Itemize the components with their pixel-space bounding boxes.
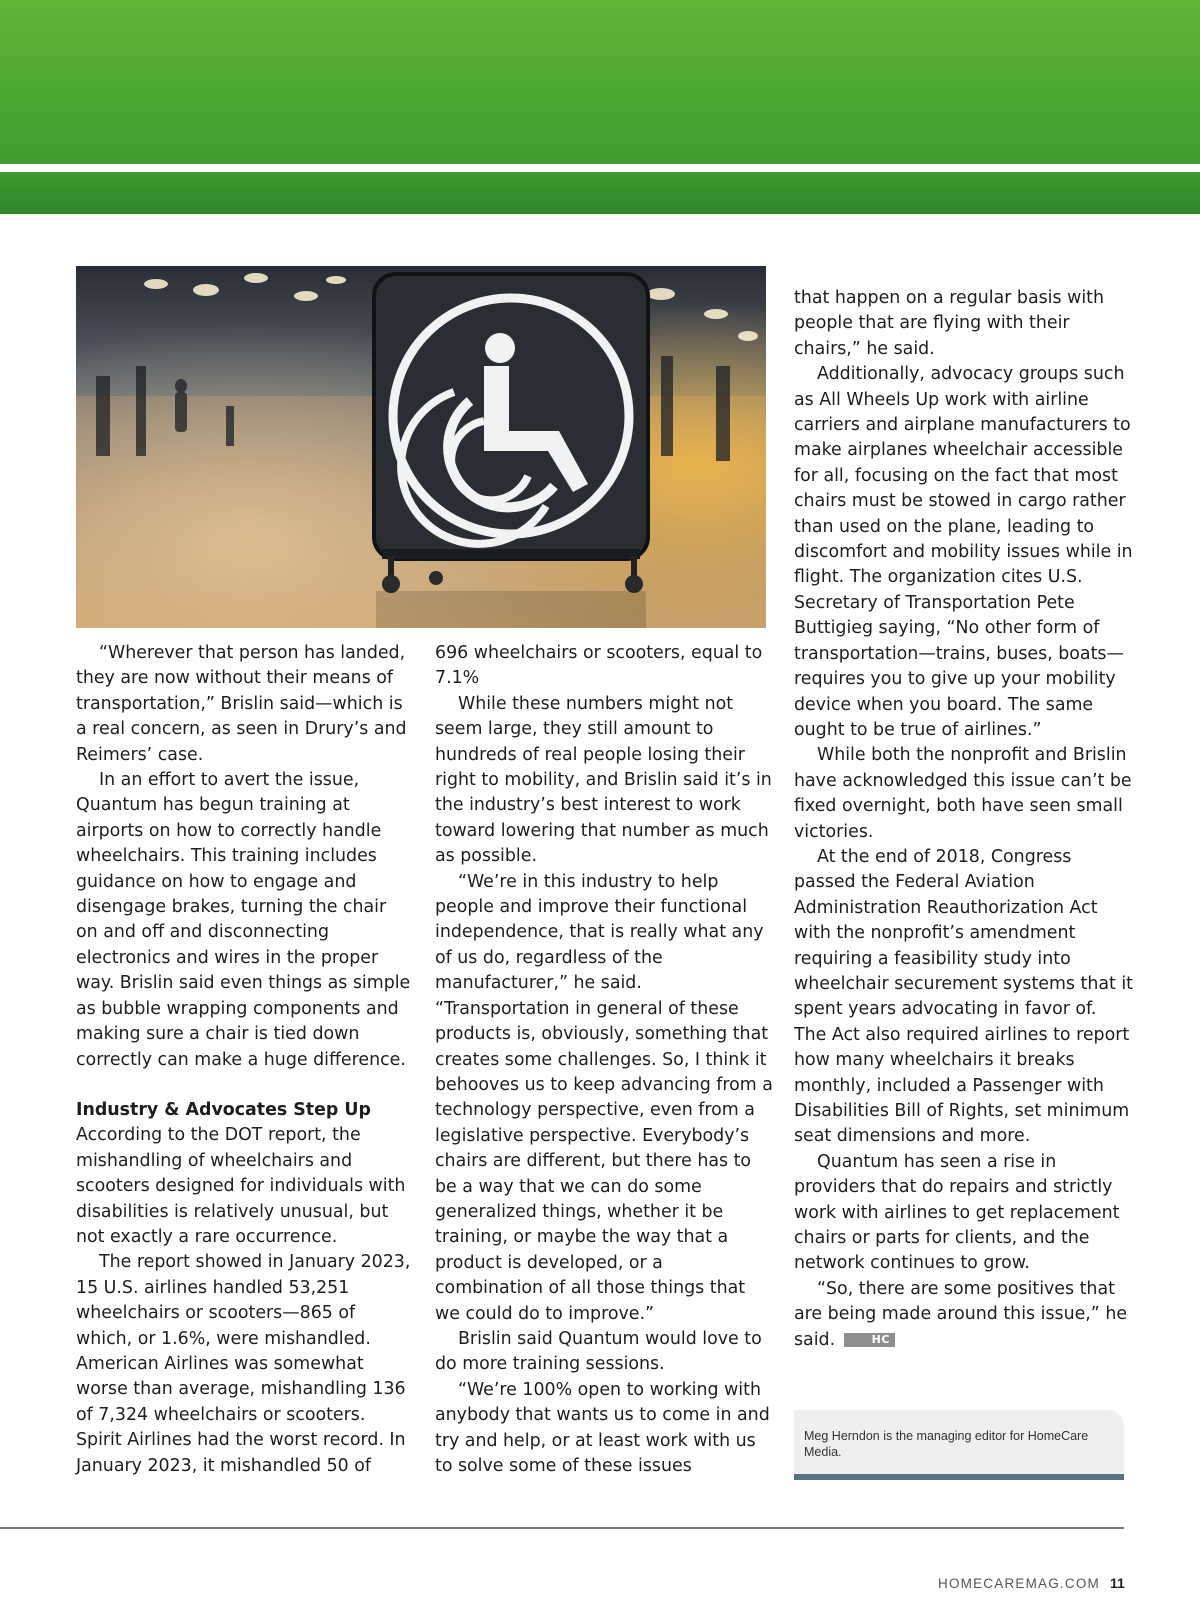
paragraph-text: “So, there are some positives that are being made around this issue,” he said. bbox=[794, 1278, 1128, 1350]
page-number: 11 bbox=[1110, 1575, 1125, 1591]
paragraph: While both the nonprofit and Brislin have acknowledged this issue can’t be fixed overnight, both have seen small victories. bbox=[794, 745, 1132, 842]
paragraph: 696 wheelchairs or scooters, equal to 7.1% bbox=[435, 643, 763, 689]
footer-divider bbox=[0, 1527, 1124, 1529]
footer-site-url: HOMECAREMAG.COM bbox=[938, 1576, 1101, 1591]
article-column-2 bbox=[435, 641, 775, 1479]
paragraph: While these numbers might not seem large, they still amount to hundreds of real people losing their right to mobility, and Brislin said it’s in the industry’s best interest to work toward lowering that number as much as possible. bbox=[435, 693, 772, 867]
paragraph: Additionally, advocacy groups such as All Wheels Up work with airline carriers and airplane manufacturers to make airplanes wheelchair accessible for all, focusing on the fact that most chairs must be stowed in cargo rather than used on the plane, leading to discomfort and mobility issues while in flight. The organization cites U.S. Secretary of Transportation Pete Buttigieg saying, “No other form of transportation—trains, buses, boats—requires you to give up your mobility device when you board. The same ought to be true of airlines.” bbox=[794, 364, 1133, 740]
header-green-lower-band bbox=[0, 172, 1200, 214]
paragraph: The report showed in January 2023, 15 U.S. airlines handled 53,251 wheelchairs or scooters—865 of which, or 1.6%, were mishandled. American Airlines was somewhat worse than average, mishandling 136 of 7,324 wheelchairs or scooters. Spirit Airlines had the worst record. In January 2023, it mishandled 50 of bbox=[76, 1252, 411, 1476]
paragraph: In an effort to avert the issue, Quantum has begun training at airports on how to correctly handle wheelchairs. This training includes guidance on how to engage and disengage brakes, turning the chair on and off and disconnecting electronics and wires in the proper way. Brislin said even things as simple as bubble wrapping components and making sure a chair is tied down correctly can make a huge difference. bbox=[76, 770, 411, 1070]
section-subheading: Industry & Advocates Step Up bbox=[76, 1099, 371, 1120]
author-bio-box: Meg Herndon is the managing editor for HomeCare Media. bbox=[794, 1410, 1124, 1480]
article-column-1 bbox=[76, 641, 412, 1479]
article-photo bbox=[76, 266, 766, 628]
article-column-3 bbox=[794, 286, 1134, 1353]
paragraph: “We’re 100% open to working with anybody that wants us to come in and try and help, or at least work with us to solve some of these issues bbox=[435, 1379, 770, 1476]
paragraph: At the end of 2018, Congress passed the Federal Aviation Administration Reauthorization Act with the nonprofit’s amendment requiring a feasibility study into wheelchair securement systems that it spent years advocating in favor of. The Act also required airlines to report how many wheelchairs it breaks monthly, included a Passenger with Disabilities Bill of Rights, set minimum seat dimensions and more. bbox=[794, 846, 1133, 1147]
paragraph-last bbox=[794, 1277, 1134, 1353]
paragraph: According to the DOT report, the mishandling of wheelchairs and scooters designed for individuals with disabilities is relatively unusual, but not exactly a rare occurrence. bbox=[76, 1125, 406, 1247]
paragraph: “Wherever that person has landed, they are now without their means of transportation,” Brislin said—which is a real concern, as seen in Drury’s and Reimers’ case. bbox=[76, 643, 407, 765]
paragraph: Brislin said Quantum would love to do more training sessions. bbox=[435, 1328, 762, 1375]
paragraph: “We’re in this industry to help people and improve their functional independence, that is really what any of us do, regardless of the manufacturer,” he said. “Transportation in general of these products is, obviously, something that creates some challenges. So, I think it behooves us to keep advancing from a technology perspective, even from a legislative perspective. Everybody’s chairs are different, but there has to be a way that we can do some generalized things, whether it be training, or maybe the way that a product is developed, or a combination of all those things that we could do to improve.” bbox=[435, 871, 773, 1324]
header-green-band bbox=[0, 0, 1200, 164]
wheelchair-accessibility-sign-icon bbox=[76, 266, 766, 628]
header-white-stripe bbox=[0, 164, 1200, 172]
end-mark-icon: HC bbox=[844, 1333, 895, 1347]
paragraph: that happen on a regular basis with people that are flying with their chairs,” he said. bbox=[794, 288, 1104, 359]
paragraph: Quantum has seen a rise in providers that do repairs and strictly work with airlines to get replacement chairs or parts for clients, and the network continues to grow. bbox=[794, 1151, 1120, 1274]
